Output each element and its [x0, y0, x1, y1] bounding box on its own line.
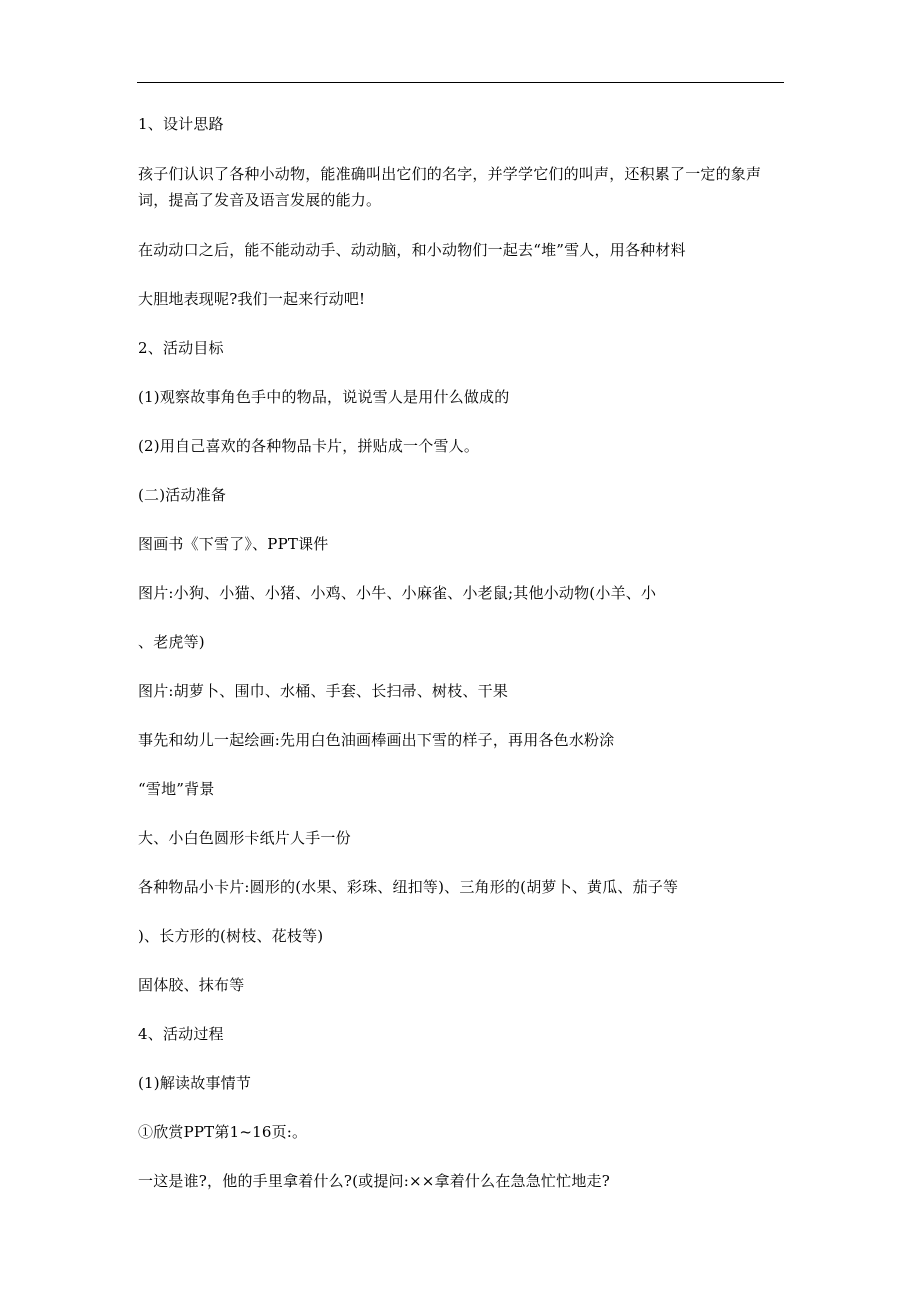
paragraph-hands-on: 在动动口之后，能不能动动手、动动脑，和小动物们一起去“堆”雪人，用各种材料: [138, 241, 686, 259]
goal-item-1: (1)观察故事角色手中的物品，说说雪人是用什么做成的: [138, 388, 510, 406]
prep-item-picture-book: 图画书《下雪了》、PPT课件: [138, 535, 329, 553]
heading-design-idea: 1、设计思路: [138, 115, 224, 133]
document-body: [138, 112, 788, 1218]
process-step-1-ppt: ①欣赏PPT第1~16页:。: [138, 1123, 308, 1141]
prep-item-small-cards: 各种物品小卡片:圆形的(水果、彩珠、纽扣等)、三角形的(胡萝卜、黄瓜、茄子等: [138, 878, 679, 896]
prep-item-glue: 固体胶、抹布等: [138, 976, 245, 994]
process-step-1: (1)解读故事情节: [138, 1074, 252, 1092]
heading-activity-goals: 2、活动目标: [138, 339, 224, 357]
prep-item-animal-pictures-cont: 、老虎等): [138, 633, 205, 651]
header-rule: [137, 82, 784, 83]
prep-item-circle-cards: 大、小白色圆形卡纸片人手一份: [138, 829, 351, 847]
paragraph-design-idea: 孩子们认识了各种小动物，能准确叫出它们的名字，并学学它们的叫声，还积累了一定的象声词，提高了发音及语言发展的能力。: [138, 165, 762, 209]
prep-item-small-cards-cont: )、长方形的(树枝、花枝等): [138, 927, 324, 945]
prep-item-drawing-cont: “雪地”背景: [138, 780, 215, 798]
prep-item-animal-pictures: 图片:小狗、小猫、小猪、小鸡、小牛、小麻雀、小老鼠;其他小动物(小羊、小: [138, 584, 657, 602]
paragraph-lets-act: 大胆地表现呢?我们一起来行动吧!: [138, 290, 366, 308]
heading-activity-preparation: (二)活动准备: [138, 486, 227, 504]
process-step-1-question: 一这是谁?，他的手里拿着什么?(或提问:××拿着什么在急急忙忙地走?: [138, 1172, 610, 1190]
heading-activity-process: 4、活动过程: [138, 1025, 224, 1043]
prep-item-drawing: 事先和幼儿一起绘画:先用白色油画棒画出下雪的样子，再用各色水粉涂: [138, 731, 615, 749]
prep-item-object-pictures: 图片:胡萝卜、围巾、水桶、手套、长扫帚、树枝、干果: [138, 682, 509, 700]
goal-item-2: (2)用自己喜欢的各种物品卡片，拼贴成一个雪人。: [138, 437, 480, 455]
